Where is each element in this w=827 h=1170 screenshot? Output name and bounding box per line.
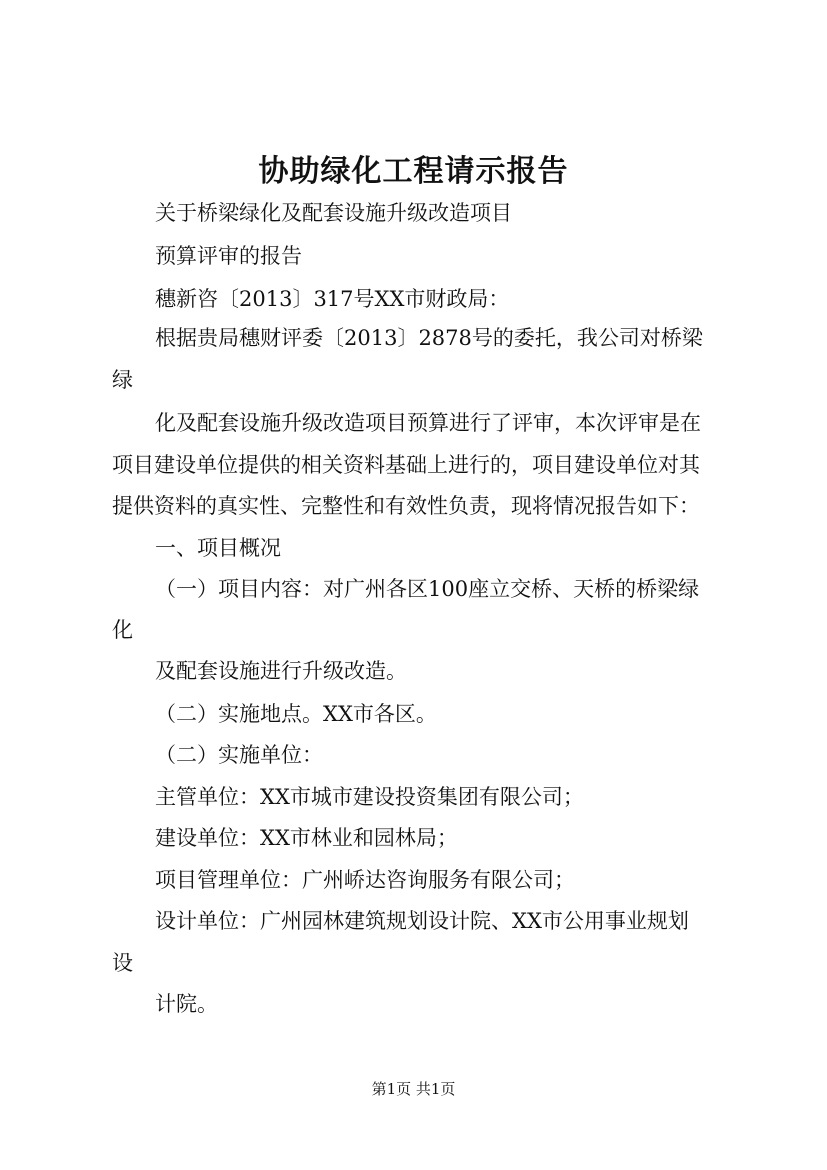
body-line: 绿 [112, 368, 133, 392]
body-line: （一）项目内容：对广州各区100座立交桥、天桥的桥梁绿 [155, 577, 700, 601]
body-line: 项目管理单位：广州峤达咨询服务有限公司； [155, 868, 575, 892]
body-line: 穗新咨〔2013〕317号XX市财政局： [155, 287, 510, 311]
body-line: 关于桥梁绿化及配套设施升级改造项目 [155, 201, 512, 225]
body-line: 化及配套设施升级改造项目预算进行了评审，本次评审是在 [155, 411, 701, 435]
body-line: （二）实施地点。XX市各区。 [155, 702, 437, 726]
page-footer: 第1页 共1页 [371, 1080, 456, 1098]
body-line: 计院。 [155, 992, 218, 1016]
body-line: 项目建设单位提供的相关资料基础上进行的，项目建设单位对其 [112, 453, 700, 477]
body-line: 根据贵局穗财评委〔2013〕2878号的委托，我公司对桥梁 [155, 326, 703, 350]
body-line: 提供资料的真实性、完整性和有效性负责，现将情况报告如下： [112, 494, 700, 518]
body-line: 设计单位：广州园林建筑规划设计院、XX市公用事业规划 [155, 909, 689, 933]
body-line: 设 [112, 951, 133, 975]
body-line: 及配套设施进行升级改造。 [155, 659, 407, 683]
body-line: 化 [112, 618, 133, 642]
body-line: 预算评审的报告 [155, 244, 302, 268]
document-title: 协助绿化工程请示报告 [258, 154, 569, 189]
section-heading: 一、项目概况 [155, 536, 281, 560]
body-line: （二）实施单位： [155, 743, 323, 767]
body-line: 主管单位：XX市城市建设投资集团有限公司； [155, 785, 584, 809]
body-line: 建设单位：XX市林业和园林局； [155, 826, 458, 850]
